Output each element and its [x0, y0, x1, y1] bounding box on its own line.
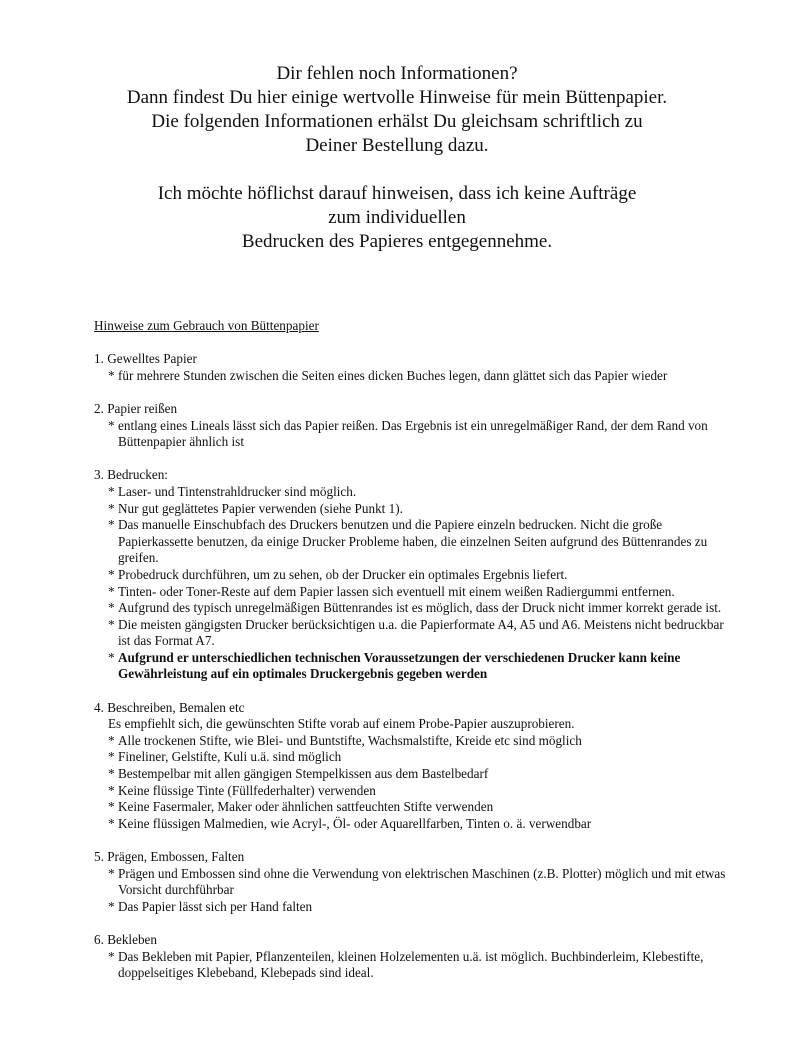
bullet-star: * — [108, 583, 115, 599]
instruction-section — [94, 401, 734, 451]
instruction-section — [94, 467, 734, 683]
list-item-text: Das Bekleben mit Papier, Pflanzenteilen, kleinen Holzelementen u.ä. ist möglich. Buchbinderleim, Klebestifte, doppelseitiges Klebeband, Klebepads sind ideal. — [118, 948, 704, 981]
bullet-star: * — [108, 517, 115, 533]
list-item-text: für mehrere Stunden zwischen die Seiten eines dicken Buches legen, dann glättet sich das Papier wieder — [118, 367, 668, 383]
bullet-star: * — [108, 600, 115, 616]
bullet-star: * — [108, 732, 115, 748]
list-item — [108, 949, 734, 982]
list-item-text: Die meisten gängigsten Drucker berücksichtigen u.a. die Papierformate A4, A5 und A6. Meistens nicht bedruckbar ist das Format A7. — [118, 616, 724, 649]
bullet-star: * — [108, 649, 115, 665]
section-title: 2. Papier reißen — [94, 400, 178, 416]
list-item — [108, 600, 734, 617]
list-item-text: Aufgrund er unterschiedlichen technischen Voraussetzungen der verschiedenen Drucker kann keine Gewährleistung auf ein optimales Druckergebnis gegeben werden — [118, 649, 681, 682]
list-item-text: Prägen und Embossen sind ohne die Verwendung von elektrischen Maschinen (z.B. Plotter) möglich und mit etwas Vorsicht durchführbar — [118, 865, 726, 898]
section-title: 3. Bedrucken: — [94, 467, 168, 483]
list-item — [108, 899, 734, 916]
list-item-text: Aufgrund des typisch unregelmäßigen Büttenrandes ist es möglich, dass der Druck nicht immer korrekt gerade ist. — [118, 600, 722, 616]
intro-line: Dann findest Du hier einige wertvolle Hinweise für mein Büttenpapier. — [126, 87, 668, 108]
list-item-text: Bestempelbar mit allen gängigen Stempelkissen aus dem Bastelbedarf — [118, 766, 489, 782]
instruction-section — [94, 700, 734, 833]
intro-line: Deiner Bestellung dazu. — [305, 135, 489, 156]
list-item-text: Das manuelle Einschubfach des Druckers benutzen und die Papiere einzeln bedrucken. Nicht die große Papierkassette benutzen, da einige Drucker Probleme haben, die einzelnen Seiten aufgrund des Büttenrandes zu greifen. — [118, 517, 708, 566]
bullet-star: * — [108, 566, 115, 582]
list-item — [108, 816, 734, 833]
list-item — [108, 567, 734, 584]
list-item-text: Keine Fasermaler, Maker oder ähnlichen sattfeuchten Stifte verwenden — [118, 799, 494, 815]
list-item — [108, 783, 734, 800]
list-item-text: Tinten- oder Toner-Reste auf dem Papier lassen sich eventuell mit einem weißen Radiergummi entfernen. — [118, 583, 675, 599]
intro-line: Dir fehlen noch Informationen? — [276, 63, 518, 84]
list-item-text: Fineliner, Gelstifte, Kuli u.ä. sind möglich — [118, 749, 342, 765]
instruction-section — [94, 351, 734, 384]
spacer — [0, 158, 794, 182]
list-item — [108, 617, 734, 650]
bullet-star: * — [108, 782, 115, 798]
list-item — [108, 733, 734, 750]
bullet-star: * — [108, 799, 115, 815]
list-item — [108, 749, 734, 766]
bullet-star: * — [108, 815, 115, 831]
list-item-text: Keine flüssige Tinte (Füllfederhalter) verwenden — [118, 782, 376, 798]
list-item — [108, 501, 734, 518]
instructions-sections — [94, 351, 734, 982]
instruction-section — [94, 932, 734, 982]
list-item-text: Laser- und Tintenstrahldrucker sind möglich. — [118, 483, 357, 499]
intro-line: Die folgenden Informationen erhälst Du gleichsam schriftlich zu — [151, 111, 643, 132]
bullet-star: * — [108, 417, 115, 433]
list-item-text: Probedruck durchführen, um zu sehen, ob der Drucker ein optimales Ergebnis liefert. — [118, 566, 568, 582]
section-title: 5. Prägen, Embossen, Falten — [94, 849, 245, 864]
intro-header — [0, 62, 794, 254]
bullet-star: * — [108, 367, 115, 383]
list-item — [108, 484, 734, 501]
bullet-star: * — [108, 865, 115, 881]
section-intro: Es empfiehlt sich, die gewünschten Stifte vorab auf einem Probe-Papier auszuprobieren. — [108, 716, 575, 732]
section-title: 4. Beschreiben, Bemalen etc — [94, 699, 245, 715]
notice-line: Ich möchte höflichst darauf hinweisen, dass ich keine Aufträge — [157, 183, 637, 204]
notice-line: Bedrucken des Papieres entgegennehme. — [241, 231, 553, 252]
list-item — [108, 418, 734, 451]
section-title: 6. Bekleben — [94, 931, 157, 947]
section-title: 1. Gewelltes Papier — [94, 351, 197, 367]
list-item-text: Das Papier lässt sich per Hand falten — [118, 898, 313, 914]
instruction-section — [94, 849, 734, 915]
list-item — [108, 650, 734, 683]
bullet-star: * — [108, 948, 115, 964]
instructions-body — [94, 318, 734, 998]
list-item — [108, 799, 734, 816]
list-item-text: Nur gut geglättetes Papier verwenden (siehe Punkt 1). — [118, 500, 403, 516]
list-item-text: Alle trockenen Stifte, wie Blei- und Buntstifte, Wachsmalstifte, Kreide etc sind möglich — [118, 732, 582, 748]
bullet-star: * — [108, 483, 115, 499]
list-item — [108, 866, 734, 899]
bullet-star: * — [108, 500, 115, 516]
bullet-star: * — [108, 749, 115, 765]
list-item — [108, 584, 734, 601]
bullet-star: * — [108, 766, 115, 782]
list-item — [108, 517, 734, 567]
bullet-star: * — [108, 616, 115, 632]
list-item — [108, 368, 734, 385]
list-item — [108, 766, 734, 783]
bullet-star: * — [108, 898, 115, 914]
instructions-heading: Hinweise zum Gebrauch von Büttenpapier — [94, 318, 319, 333]
notice-line: zum individuellen — [328, 207, 466, 228]
list-item-text: entlang eines Lineals lässt sich das Papier reißen. Das Ergebnis ist ein unregelmäßiger Rand, der dem Rand von Büttenpapier ähnlich ist — [118, 417, 708, 450]
list-item-text: Keine flüssigen Malmedien, wie Acryl-, Öl- oder Aquarellfarben, Tinten o. ä. verwendbar — [118, 815, 592, 831]
